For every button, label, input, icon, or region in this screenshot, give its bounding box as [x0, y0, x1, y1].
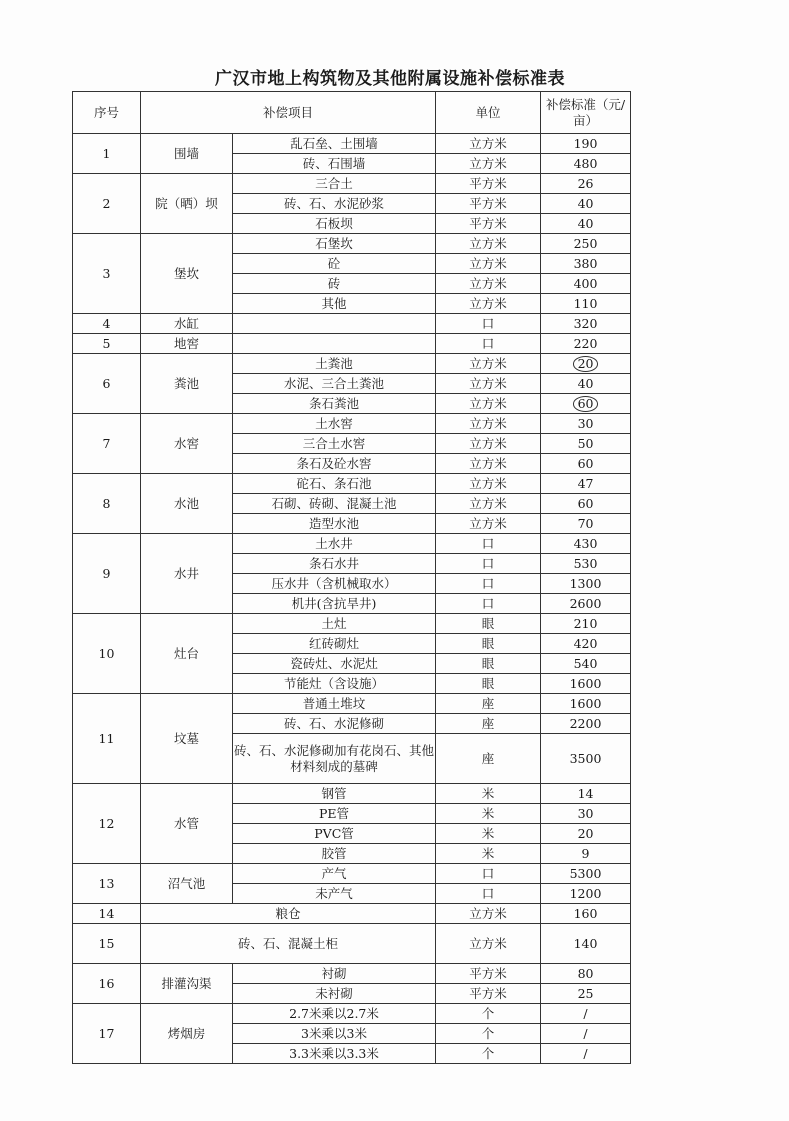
unit-cell: 口 — [436, 864, 541, 884]
row-number: 12 — [73, 784, 141, 864]
sub-item: 钢管 — [233, 784, 436, 804]
sub-item: 砖 — [233, 274, 436, 294]
circled-value: 60 — [573, 396, 599, 412]
price-cell: 80 — [541, 964, 631, 984]
unit-cell: 立方米 — [436, 924, 541, 964]
unit-cell: 个 — [436, 1044, 541, 1064]
unit-cell: 眼 — [436, 614, 541, 634]
unit-cell: 立方米 — [436, 294, 541, 314]
price-cell: 380 — [541, 254, 631, 274]
sub-item: 砖、石、水泥修砌加有花岗石、其他材料刻成的墓碑 — [233, 734, 436, 784]
item-name: 粮仓 — [141, 904, 436, 924]
price-cell: 210 — [541, 614, 631, 634]
price-cell: 60 — [541, 454, 631, 474]
sub-item: 普通土堆坟 — [233, 694, 436, 714]
unit-cell: 平方米 — [436, 174, 541, 194]
price-cell: 1600 — [541, 674, 631, 694]
header-price: 补偿标准（元/亩） — [541, 92, 631, 134]
sub-item: 石堡坎 — [233, 234, 436, 254]
sub-item: 砖、石、水泥修砌 — [233, 714, 436, 734]
table-row — [73, 924, 631, 964]
item-name: 水井 — [141, 534, 233, 614]
unit-cell: 立方米 — [436, 514, 541, 534]
unit-cell: 立方米 — [436, 134, 541, 154]
price-cell: 30 — [541, 414, 631, 434]
sub-item: 石砌、砖砌、混凝土池 — [233, 494, 436, 514]
row-number: 6 — [73, 354, 141, 414]
unit-cell: 立方米 — [436, 254, 541, 274]
unit-cell: 眼 — [436, 634, 541, 654]
price-cell: 50 — [541, 434, 631, 454]
sub-item: 土粪池 — [233, 354, 436, 374]
row-number: 13 — [73, 864, 141, 904]
item-name: 烤烟房 — [141, 1004, 233, 1064]
unit-cell: 米 — [436, 844, 541, 864]
unit-cell: 平方米 — [436, 194, 541, 214]
item-name: 水池 — [141, 474, 233, 534]
price-cell: 220 — [541, 334, 631, 354]
price-cell: 14 — [541, 784, 631, 804]
unit-cell: 平方米 — [436, 214, 541, 234]
item-name: 地窖 — [141, 334, 233, 354]
row-number: 1 — [73, 134, 141, 174]
item-name: 院（晒）坝 — [141, 174, 233, 234]
price-cell: 25 — [541, 984, 631, 1004]
table-row — [73, 534, 631, 554]
item-name: 堡坎 — [141, 234, 233, 314]
price-cell: 3500 — [541, 734, 631, 784]
price-cell: 5300 — [541, 864, 631, 884]
sub-item: 衬砌 — [233, 964, 436, 984]
table-row — [73, 614, 631, 634]
price-cell: 400 — [541, 274, 631, 294]
unit-cell: 米 — [436, 824, 541, 844]
table-row — [73, 134, 631, 154]
sub-item: 砼 — [233, 254, 436, 274]
sub-item: 土水井 — [233, 534, 436, 554]
unit-cell: 个 — [436, 1004, 541, 1024]
item-name: 砖、石、混凝土柜 — [141, 924, 436, 964]
unit-cell: 立方米 — [436, 904, 541, 924]
item-name: 围墙 — [141, 134, 233, 174]
row-number: 5 — [73, 334, 141, 354]
sub-item: 条石水井 — [233, 554, 436, 574]
sub-item: 产气 — [233, 864, 436, 884]
price-cell: 40 — [541, 214, 631, 234]
sub-item: 未产气 — [233, 884, 436, 904]
table-row — [73, 174, 631, 194]
price-cell: 480 — [541, 154, 631, 174]
sub-item: 土灶 — [233, 614, 436, 634]
unit-cell: 口 — [436, 574, 541, 594]
price-cell: 40 — [541, 374, 631, 394]
price-cell: 430 — [541, 534, 631, 554]
sub-item: 三合土 — [233, 174, 436, 194]
table-row — [73, 354, 631, 374]
table-row — [73, 904, 631, 924]
price-cell: 140 — [541, 924, 631, 964]
sub-item: 瓷砖灶、水泥灶 — [233, 654, 436, 674]
header-item: 补偿项目 — [141, 92, 436, 134]
unit-cell: 口 — [436, 334, 541, 354]
sub-item: 砖、石、水泥砂浆 — [233, 194, 436, 214]
price-cell: 47 — [541, 474, 631, 494]
sub-item: PE管 — [233, 804, 436, 824]
unit-cell: 口 — [436, 594, 541, 614]
price-cell: 160 — [541, 904, 631, 924]
price-cell: 1600 — [541, 694, 631, 714]
header-no: 序号 — [73, 92, 141, 134]
row-number: 10 — [73, 614, 141, 694]
item-name: 坟墓 — [141, 694, 233, 784]
sub-item: 未衬砌 — [233, 984, 436, 1004]
sub-item: 3.3米乘以3.3米 — [233, 1044, 436, 1064]
compensation-table — [72, 91, 631, 1064]
unit-cell: 口 — [436, 884, 541, 904]
row-number: 15 — [73, 924, 141, 964]
unit-cell: 立方米 — [436, 154, 541, 174]
price-cell: 26 — [541, 174, 631, 194]
row-number: 11 — [73, 694, 141, 784]
table-row — [73, 964, 631, 984]
sub-item: 条石粪池 — [233, 394, 436, 414]
sub-item: 水泥、三合土粪池 — [233, 374, 436, 394]
table-body — [73, 92, 631, 1064]
price-cell — [541, 394, 631, 414]
price-cell: 70 — [541, 514, 631, 534]
price-cell: 530 — [541, 554, 631, 574]
unit-cell: 口 — [436, 534, 541, 554]
price-cell: 1300 — [541, 574, 631, 594]
sub-item: 条石及砼水窖 — [233, 454, 436, 474]
price-cell: 2200 — [541, 714, 631, 734]
price-cell: 9 — [541, 844, 631, 864]
price-cell: 320 — [541, 314, 631, 334]
unit-cell: 立方米 — [436, 474, 541, 494]
table-row — [73, 1004, 631, 1024]
price-cell: 110 — [541, 294, 631, 314]
unit-cell: 立方米 — [436, 234, 541, 254]
item-name: 水管 — [141, 784, 233, 864]
table-row — [73, 334, 631, 354]
sub-item: 胶管 — [233, 844, 436, 864]
price-cell: 60 — [541, 494, 631, 514]
sub-item: 压水井（含机械取水） — [233, 574, 436, 594]
price-cell: 2600 — [541, 594, 631, 614]
price-cell: 20 — [541, 824, 631, 844]
unit-cell: 眼 — [436, 654, 541, 674]
item-name: 水缸 — [141, 314, 233, 334]
table-row — [73, 234, 631, 254]
unit-cell: 立方米 — [436, 394, 541, 414]
unit-cell: 米 — [436, 784, 541, 804]
circled-value: 20 — [573, 356, 599, 372]
price-cell: 1200 — [541, 884, 631, 904]
row-number: 14 — [73, 904, 141, 924]
price-cell: / — [541, 1024, 631, 1044]
unit-cell: 立方米 — [436, 354, 541, 374]
row-number: 2 — [73, 174, 141, 234]
row-number: 7 — [73, 414, 141, 474]
unit-cell: 平方米 — [436, 964, 541, 984]
unit-cell: 座 — [436, 694, 541, 714]
unit-cell: 立方米 — [436, 374, 541, 394]
unit-cell: 立方米 — [436, 274, 541, 294]
item-name: 水窖 — [141, 414, 233, 474]
sub-item: 3米乘以3米 — [233, 1024, 436, 1044]
unit-cell: 平方米 — [436, 984, 541, 1004]
table-row — [73, 414, 631, 434]
sub-item: PVC管 — [233, 824, 436, 844]
table-row — [73, 694, 631, 714]
price-cell: 250 — [541, 234, 631, 254]
row-number: 8 — [73, 474, 141, 534]
unit-cell: 口 — [436, 314, 541, 334]
sub-item: 节能灶（含设施） — [233, 674, 436, 694]
table-row — [73, 474, 631, 494]
row-number: 9 — [73, 534, 141, 614]
sub-item: 石板坝 — [233, 214, 436, 234]
price-cell: 420 — [541, 634, 631, 654]
unit-cell: 眼 — [436, 674, 541, 694]
row-number: 17 — [73, 1004, 141, 1064]
header-unit: 单位 — [436, 92, 541, 134]
price-cell: 40 — [541, 194, 631, 214]
price-cell: 190 — [541, 134, 631, 154]
item-name: 排灌沟渠 — [141, 964, 233, 1004]
sub-item: 三合土水窖 — [233, 434, 436, 454]
sub-item — [233, 314, 436, 334]
sub-item: 其他 — [233, 294, 436, 314]
sub-item: 乱石垒、土围墙 — [233, 134, 436, 154]
price-cell — [541, 354, 631, 374]
table-row — [73, 784, 631, 804]
unit-cell: 座 — [436, 734, 541, 784]
item-name: 粪池 — [141, 354, 233, 414]
document-title: 广汉市地上构筑物及其他附属设施补偿标准表 — [215, 69, 565, 89]
unit-cell: 立方米 — [436, 434, 541, 454]
price-cell: / — [541, 1004, 631, 1024]
table-row — [73, 314, 631, 334]
row-number: 4 — [73, 314, 141, 334]
sub-item: 土水窖 — [233, 414, 436, 434]
price-cell: 540 — [541, 654, 631, 674]
sub-item — [233, 334, 436, 354]
sub-item: 造型水池 — [233, 514, 436, 534]
item-name: 沼气池 — [141, 864, 233, 904]
sub-item: 砖、石围墙 — [233, 154, 436, 174]
sub-item: 机井(含抗旱井) — [233, 594, 436, 614]
unit-cell: 立方米 — [436, 454, 541, 474]
unit-cell: 座 — [436, 714, 541, 734]
sub-item: 红砖砌灶 — [233, 634, 436, 654]
unit-cell: 立方米 — [436, 414, 541, 434]
row-number: 16 — [73, 964, 141, 1004]
price-cell: / — [541, 1044, 631, 1064]
item-name: 灶台 — [141, 614, 233, 694]
sub-item: 砣石、条石池 — [233, 474, 436, 494]
header-row — [73, 92, 631, 134]
price-cell: 30 — [541, 804, 631, 824]
unit-cell: 口 — [436, 554, 541, 574]
unit-cell: 米 — [436, 804, 541, 824]
sub-item: 2.7米乘以2.7米 — [233, 1004, 436, 1024]
table-row — [73, 864, 631, 884]
unit-cell: 立方米 — [436, 494, 541, 514]
row-number: 3 — [73, 234, 141, 314]
unit-cell: 个 — [436, 1024, 541, 1044]
